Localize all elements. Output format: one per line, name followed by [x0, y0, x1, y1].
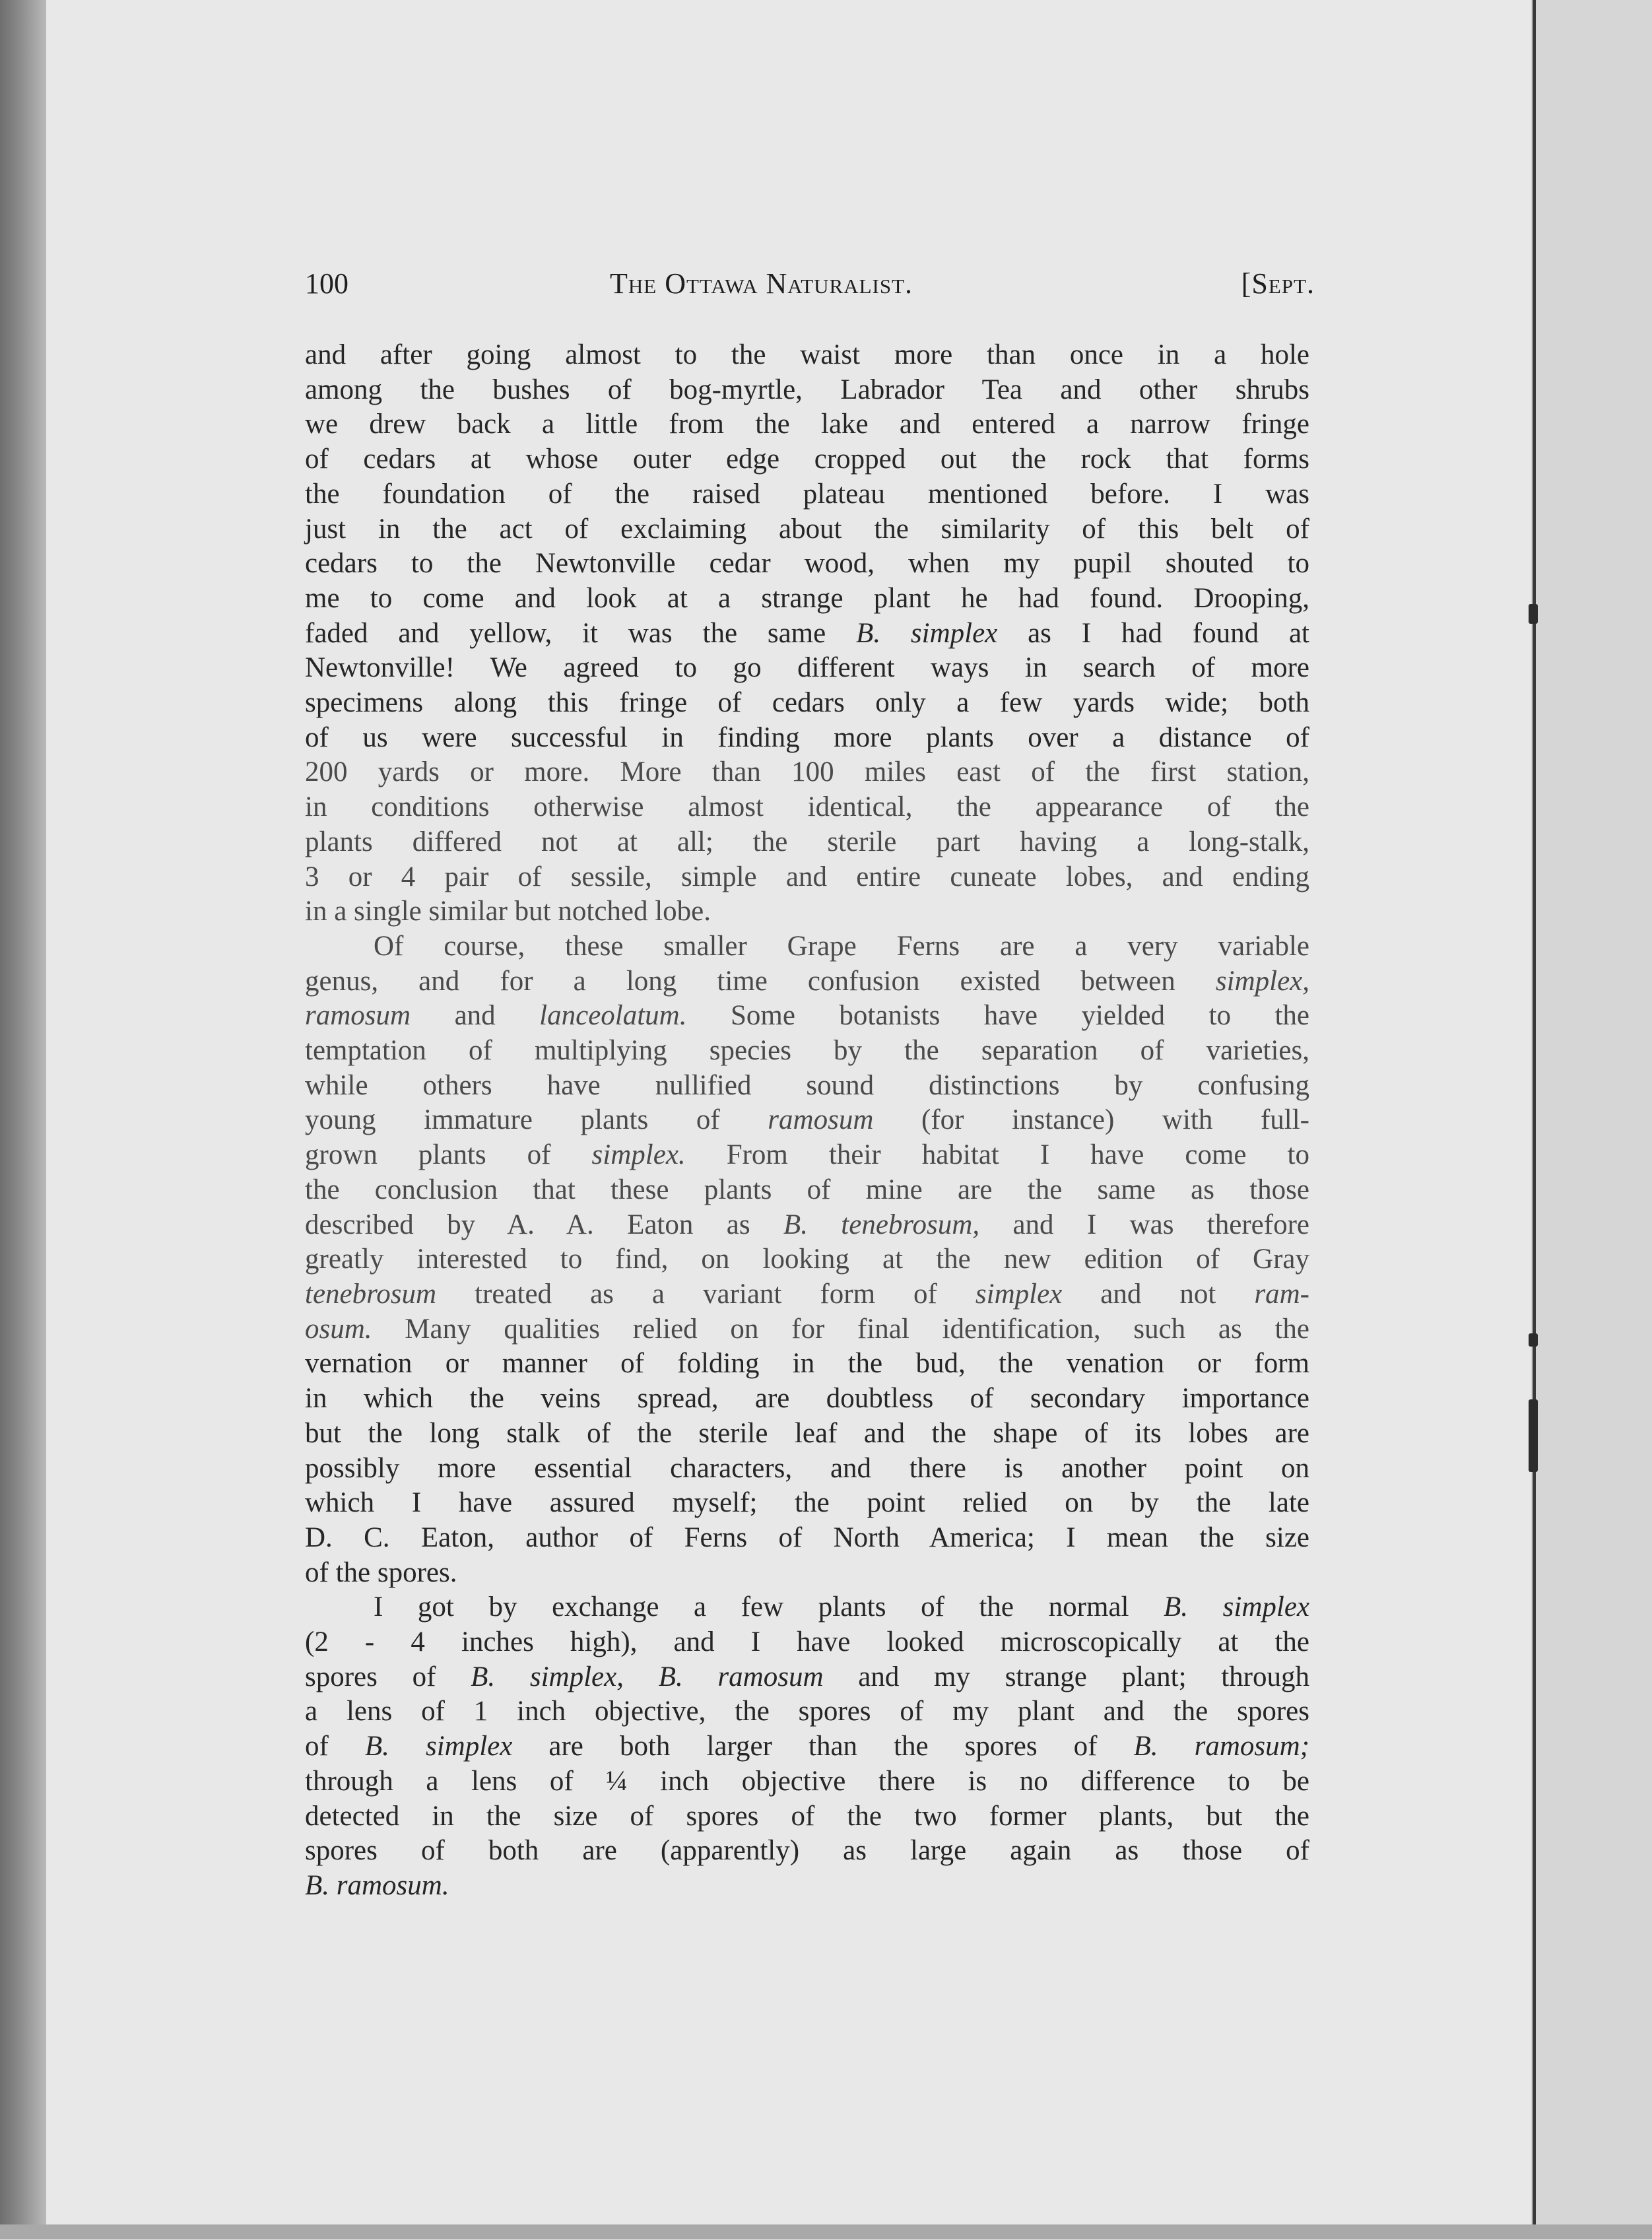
gutter-mark	[1529, 1399, 1538, 1472]
text-line	[305, 617, 1309, 652]
text-line: the foundation of the raised plateau mentioned before. I was	[305, 478, 1309, 510]
facing-page-gutter	[1531, 0, 1652, 2239]
text-line	[305, 964, 1309, 999]
text-run: spores of	[305, 1661, 471, 1692]
text-line: possibly more essential characters, and there is another point on	[305, 1452, 1309, 1484]
text-run: of	[305, 1731, 365, 1762]
text-line: we drew back a little from the lake and entered a narrow fringe	[305, 409, 1309, 440]
article-body	[305, 338, 1309, 1904]
italic-term: tenebrosum	[305, 1278, 437, 1310]
text-run: young immature plants of	[305, 1104, 768, 1136]
italic-term: ramosum	[305, 1000, 411, 1032]
text-line: D. C. Eaton, author of Ferns of North America; I mean the size	[305, 1521, 1309, 1553]
text-line: vernation or manner of folding in the bud, the venation or form	[305, 1348, 1309, 1380]
text-line: in conditions otherwise almost identical, the appearance of the	[305, 791, 1309, 823]
text-run: grown plants of	[305, 1139, 592, 1171]
text-line: cedars to the Newtonville cedar wood, when my pupil shouted to	[305, 548, 1309, 580]
text-line	[305, 1103, 1309, 1138]
text-line: Newtonville! We agreed to go different ways in search of more	[305, 652, 1309, 684]
text-line	[305, 1869, 1309, 1904]
text-run: genus, and for a long time confusion existed between	[305, 965, 1216, 997]
text-line: (2 - 4 inches high), and I have looked microscopically at the	[305, 1626, 1309, 1658]
text-line: me to come and look at a strange plant he had found. Drooping,	[305, 582, 1309, 614]
text-line: of cedars at whose outer edge cropped out the rock that forms	[305, 444, 1309, 475]
text-line: which I have assured myself; the point relied on by the late	[305, 1487, 1309, 1519]
text-line	[305, 1729, 1309, 1764]
italic-term: simplex	[975, 1278, 1063, 1310]
text-run: described by A. A. Eaton as	[305, 1209, 783, 1240]
text-line: of us were successful in finding more plants over a distance of	[305, 721, 1309, 753]
text-run: treated as a variant form of	[436, 1278, 975, 1310]
text-line	[305, 1590, 1309, 1625]
italic-term: simplex,	[1215, 965, 1309, 997]
italic-term: simplex.	[591, 1139, 686, 1171]
text-line: but the long stalk of the sterile leaf and the shape of its lobes are	[305, 1417, 1309, 1449]
text-run: Some botanists have yielded to the	[686, 1000, 1309, 1032]
text-line: temptation of multiplying species by the separation of varieties,	[305, 1035, 1309, 1067]
italic-term: B. ramosum;	[1133, 1731, 1309, 1762]
italic-term: B. simplex	[856, 617, 998, 649]
text-run: Many qualities relied on for final identification, such as the	[372, 1313, 1309, 1345]
text-line: in a single similar but notched lobe.	[305, 896, 711, 927]
text-line	[305, 1660, 1309, 1695]
text-line: among the bushes of bog-myrtle, Labrador Tea and other shrubs	[305, 374, 1309, 405]
paragraph	[305, 1590, 1309, 1903]
italic-term: ramosum	[768, 1104, 874, 1136]
gutter-mark	[1529, 604, 1538, 624]
italic-term: osum.	[305, 1313, 372, 1345]
text-run: From their habitat I have come to	[685, 1139, 1310, 1171]
text-line: greatly interested to find, on looking at the new edition of Gray	[305, 1244, 1309, 1275]
italic-term: ram-	[1254, 1278, 1309, 1310]
text-line: in which the veins spread, are doubtless of secondary importance	[305, 1383, 1309, 1415]
text-line: through a lens of ¼ inch objective there is no difference to be	[305, 1765, 1309, 1797]
text-line: 200 yards or more. More than 100 miles east of the first station,	[305, 756, 1309, 788]
text-line	[305, 1312, 1309, 1347]
issue-month: [Sept.	[1241, 267, 1315, 300]
text-line: the conclusion that these plants of mine are the same as those	[305, 1174, 1309, 1205]
text-line	[305, 999, 1309, 1034]
text-line: plants differed not at all; the sterile part having a long-stalk,	[305, 826, 1309, 857]
text-line: a lens of 1 inch objective, the spores of my plant and the spores	[305, 1696, 1309, 1727]
text-line: detected in the size of spores of the two former plants, but the	[305, 1800, 1309, 1832]
text-run: I got by exchange a few plants of the normal	[374, 1591, 1164, 1623]
italic-term: B. ramosum.	[305, 1869, 449, 1901]
text-line: 3 or 4 pair of sessile, simple and entire cuneate lobes, and ending	[305, 861, 1309, 892]
text-line	[305, 1138, 1309, 1173]
text-line	[305, 1208, 1309, 1243]
running-head	[305, 267, 1315, 306]
italic-term: B. simplex	[364, 1731, 513, 1762]
text-run: and	[411, 1000, 540, 1032]
text-line: Of course, these smaller Grape Ferns are a very variable	[374, 930, 1309, 962]
text-line: just in the act of exclaiming about the similarity of this belt of	[305, 513, 1309, 545]
gutter-rule-line	[1533, 0, 1536, 2239]
text-run: are both larger than the spores of	[512, 1731, 1134, 1762]
paragraph	[305, 929, 1309, 1590]
text-run: and not	[1062, 1278, 1255, 1310]
page-number: 100	[305, 267, 348, 300]
text-run: as I had found at	[997, 617, 1309, 649]
text-line	[305, 1277, 1309, 1312]
journal-title: The Ottawa Naturalist.	[610, 267, 913, 300]
text-run: (for instance) with full-	[873, 1104, 1309, 1136]
text-line: spores of both are (apparently) as large again as those of	[305, 1835, 1309, 1867]
italic-term: B. simplex, B. ramosum	[471, 1661, 824, 1692]
left-binding-shadow	[0, 0, 46, 2239]
text-run: and my strange plant; through	[823, 1661, 1309, 1692]
text-line: while others have nullified sound distinctions by confusing	[305, 1069, 1309, 1101]
text-run: faded and yellow, it was the same	[305, 617, 857, 649]
bottom-scan-edge	[0, 2224, 1652, 2239]
gutter-mark	[1529, 1333, 1538, 1347]
text-run: and I was therefore	[979, 1209, 1309, 1240]
text-line: specimens along this fringe of cedars only a few yards wide; both	[305, 687, 1309, 719]
text-line: and after going almost to the waist more than once in a hole	[305, 339, 1309, 370]
italic-term: B. tenebrosum,	[783, 1209, 980, 1240]
text-line: of the spores.	[305, 1556, 457, 1588]
paragraph	[305, 338, 1309, 929]
italic-term: lanceolatum.	[539, 1000, 687, 1032]
italic-term: B. simplex	[1164, 1591, 1309, 1623]
